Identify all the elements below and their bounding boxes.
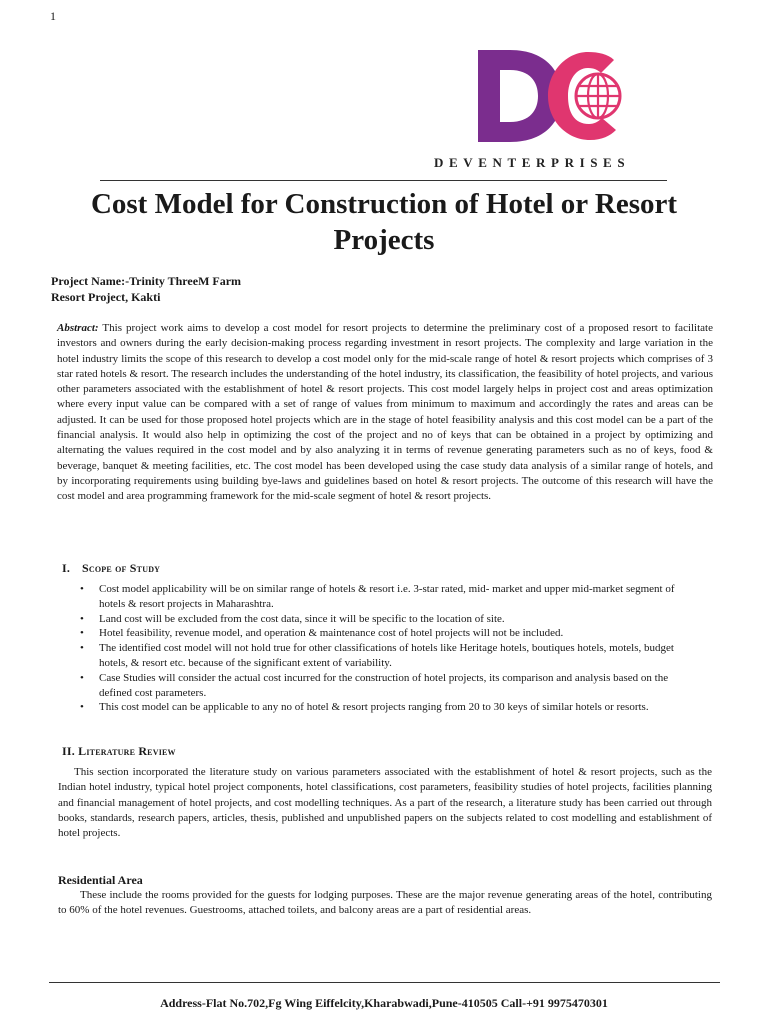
list-item-text: This cost model can be applicable to any no of hotel & resort projects ranging from 20 to 30 keys of similar hotels or resorts.	[99, 701, 649, 714]
document-title: Cost Model for Construction of Hotel or Resort Projects	[90, 188, 678, 256]
bullet-icon: •	[80, 583, 84, 595]
section-title: Scope of Study	[82, 561, 161, 575]
bullet-icon: •	[80, 701, 84, 714]
footer-divider	[49, 982, 720, 983]
deventerprises-logo	[470, 46, 630, 146]
literature-paragraph: This section incorporated the literature study on various parameters associated with the establishment of hotel & resort projects, such as the Indian hotel industry, typical hotel project components, hotel classifications, cost parameters, feasibility studies of hotel projects, facilities planning and financial management of hotel projects, and cost modelling techniques. As a part of the research, a literature study has been carried out through books, standards, research papers, articles, thesis, published and unpublished papers on the subjects related to cost modelling and establishment of hotel projects.	[58, 766, 712, 840]
list-item	[80, 641, 702, 671]
abstract-label: Abstract:	[57, 322, 99, 334]
section-heading-scope	[62, 561, 160, 576]
project-name: Project Name:-Trinity ThreeM Farm	[51, 274, 242, 288]
list-item-text: Land cost will be excluded from the cost data, since it will be specific to the location of site.	[99, 612, 505, 625]
list-item	[80, 582, 702, 612]
list-item-text: Hotel feasibility, revenue model, and operation & maintenance cost of hotel projects will not be included.	[99, 627, 564, 640]
abstract-paragraph	[57, 321, 713, 505]
globe-icon	[576, 74, 620, 118]
brand-name: DEVENTERPRISES	[434, 155, 631, 170]
residential-paragraph: These include the rooms provided for the guests for lodging purposes. These are the major revenue generating areas of the hotel, contributing to 60% of the hotel revenues. Guestrooms, attached toilets, and balcony areas are a part of residential areas.	[58, 889, 712, 917]
list-item	[80, 700, 702, 715]
bullet-icon: •	[80, 642, 84, 655]
list-item-text: The identified cost model will not hold true for other classifications of hotels like Heritage hotels, boutiques hotels, motels, budget hotels, & resort etc. because of the significant extent of variability.	[99, 642, 674, 669]
footer-address: Address-Flat No.702,Fg Wing Eiffelcity,Kharabwadi,Pune-410505 Call-+91 9975470301	[160, 996, 608, 1010]
header-divider	[100, 180, 667, 181]
abstract-text: This project work aims to develop a cost model for resort projects to determine the preliminary cost of a proposed resort to facilitate investors and owners during the early decision-making process regarding investment in resort projects. The complexity and large variation in the hotel industry limits the scope of this research to develop a cost model only for the mid-scale range of hotel & resort projects which comprises of 3 star rated hotels & resort. The research includes the understanding of the hotel industry, its classification, the feasibility of hotel projects, and various other parameters associated with the establishment of hotel & resort projects. This cost model largely helps in project cost and areas optimization where every input value can be compared with a set of range of values from minimum to maximum and accordingly the rates and areas can be adjusted. It can be used for those proposed hotel projects which are in the stage of hotel feasibility analysis and this cost model can be a part of the financial analysis. It would also help in optimizing the cost of the project and no of keys that can be obtained in a project by optimizing and alternating the values required in the cost model and by also analyzing it in terms of revenue generating parameters such as no of keys, food & beverage, banquet & meeting facilities, etc. The cost model has been developed using the case study data analysis of a similar range of hotels, and by incorporating requirements using building bye-laws and guidelines based on hotel & resort projects. The outcome of this research will have the cost model and area programming framework for the mid-scale segment of hotel & resort projects.	[57, 322, 713, 503]
bullet-icon: •	[80, 612, 84, 625]
section-heading-literature: II. Literature Review	[62, 744, 176, 758]
project-info	[51, 273, 241, 305]
bullet-icon: •	[80, 627, 84, 640]
list-item-text: Case Studies will consider the actual cost incurred for the construction of hotel projects, its comparison and analysis based on the defined cost parameters.	[99, 671, 669, 699]
page-number: 1	[50, 9, 56, 23]
bullet-icon: •	[80, 671, 84, 684]
list-item	[80, 671, 702, 701]
list-item-text: Cost model applicability will be on similar range of hotels & resort i.e. 3-star rated, mid- market and upper mid-market segment of hotels & resort projects in Maharashtra.	[99, 583, 675, 610]
project-location: Resort Project, Kakti	[51, 290, 161, 304]
list-item	[80, 626, 702, 641]
subsection-heading-residential: Residential Area	[58, 873, 143, 887]
section-number: I.	[62, 561, 71, 575]
list-item	[80, 612, 702, 627]
scope-list	[80, 582, 702, 715]
